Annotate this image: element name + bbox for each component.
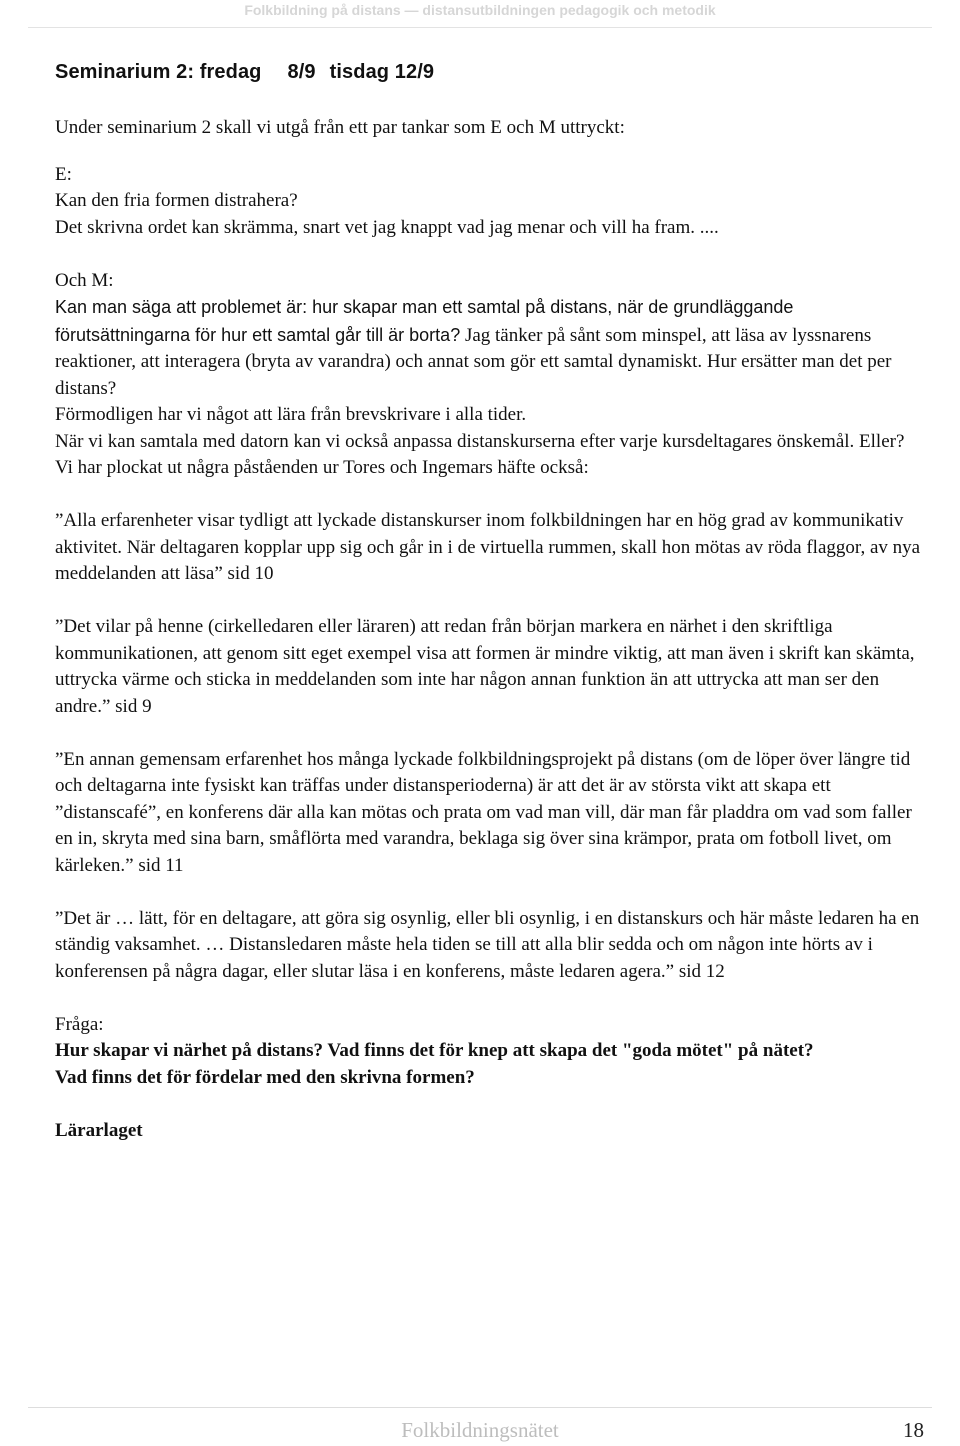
m-paragraph-1b: Jag tänker på sånt som minspel, att läsa av lyssnarens reaktioner, att interagera (bryta av varandra) och annat som gör ett samtal dynamiskt. Hur ersätter man det per distans?: [55, 324, 892, 399]
seminar-title: [55, 58, 925, 86]
seminar-title-part1: Seminarium 2: fredag: [55, 61, 262, 83]
page-content: [55, 58, 925, 1144]
quote-1-text: ”Alla erfarenheter visar tydligt att lyckade distanskurser inom folkbildningen har en hög grad av kommunikativ aktivitet. När deltagaren kopplar upp sig och går in i de virtuella rummen, skall hon mötas av röda flaggor, av nya meddelanden att läsa”: [55, 510, 921, 584]
quote-2: [55, 614, 925, 720]
quote-1-ref: sid 10: [222, 563, 274, 584]
question-1: Hur skapar vi närhet på distans? Vad finns det för knep att skapa det "goda mötet" på nätet?: [55, 1040, 814, 1061]
quote-4: [55, 906, 925, 986]
quote-4-text: ”Det är … lätt, för en deltagare, att göra sig osynlig, eller bli osynlig, i en distanskurs och här måste ledaren ha en ständig vaksamhet. … Distansledaren måste hela tiden se till att alla blir sedda och om någon inte hörts av i konferensen på några dagar, eller slutar läsa i en konferens, måste ledaren agera.”: [55, 907, 920, 982]
quote-3-ref: sid 11: [133, 854, 184, 876]
running-header: Folkbildning på distans — distansutbildningen pedagogik och metodik: [244, 2, 716, 18]
question-2: Vad finns det för fördelar med den skrivna formen?: [55, 1066, 475, 1088]
footer-divider: [28, 1407, 932, 1408]
m-label: Och M:: [55, 269, 114, 291]
m-paragraph-3: När vi kan samtala med datorn kan vi också anpassa distanskurserna efter varje kursdeltagares önskemål. Eller?: [55, 430, 905, 452]
seminar-title-part2: 8/9: [287, 61, 316, 83]
footer-title: Folkbildningsnätet: [401, 1418, 559, 1442]
seminar-title-part3: tisdag 12/9: [329, 61, 435, 83]
intro-paragraph: Under seminarium 2 skall vi utgå från ett par tankar som E och M uttryckt:: [55, 117, 625, 138]
e-line-1: Kan den fria formen distrahera?: [55, 190, 298, 211]
m-paragraph-1: [55, 294, 925, 402]
quote-1: [55, 508, 925, 588]
question-label: Fråga:: [55, 1013, 104, 1035]
signature: Lärarlaget: [55, 1119, 143, 1141]
quote-2-text: ”Det vilar på henne (cirkelledaren eller läraren) att redan från början markera en närhet i den skriftliga kommunikationen, att genom sitt eget exempel visa att formen är mindre viktig, att man även i skrift kan skämta, uttrycka värme och sticka in meddelanden som inte har någon annan funktion än att uttrycka att man ser den andre.”: [55, 616, 915, 717]
header-divider: [28, 27, 932, 28]
quote-3-text: ”En annan gemensam erfarenhet hos många lyckade folkbildningsprojekt på distans (om de löper över längre tid och deltagarna inte fysiskt kan träffas under distansperioderna) är att det är av största vikt att skapa ett ”distanscafé”, en konferens där alla kan mötas och prata om vad man vill, där man får pladdra om vad som faller en in, skryta med sina barn, småflörta med varandra, beklaga sig över sina krämpor, prata om fotboll livet, om kärleken.”: [55, 748, 912, 876]
page-number: 18: [903, 1418, 924, 1442]
m-paragraph-4: Vi har plockat ut några påståenden ur Tores och Ingemars häfte också:: [55, 457, 589, 478]
quote-4-ref: sid 12: [674, 960, 725, 982]
m-paragraph-2: Förmodligen har vi något att lära från brevskrivare i alla tider.: [55, 404, 527, 425]
quote-3: [55, 747, 925, 880]
e-line-2: Det skrivna ordet kan skrämma, snart vet jag knappt vad jag menar och vill ha fram. ....: [55, 216, 719, 238]
e-label: E:: [55, 163, 72, 185]
quote-2-ref: sid 9: [110, 695, 152, 717]
m-paragraph-1a: Kan man säga att problemet är: hur skapar man ett samtal på distans, när de grundläggande förutsättningarna för hur ett samtal går till är borta?: [55, 297, 794, 345]
